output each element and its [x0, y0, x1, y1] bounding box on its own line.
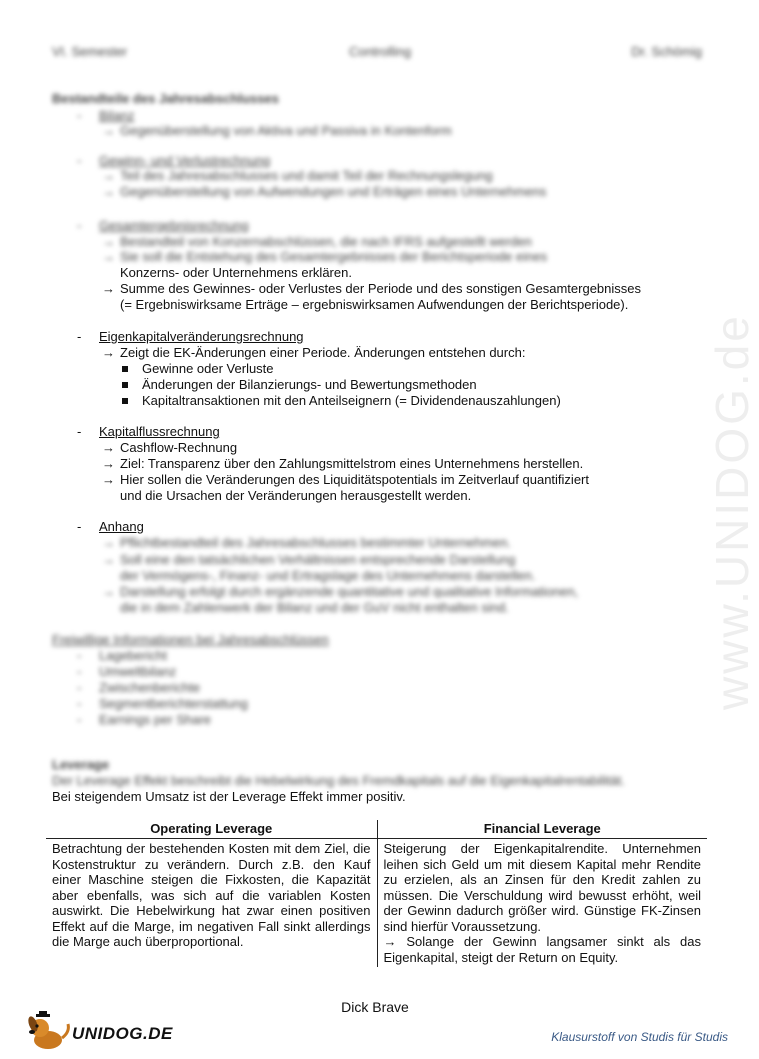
arrow-line: → Cashflow-Rechnung [102, 440, 238, 455]
financial-arrow-text: Solange der Gewinn langsamer sinkt als das Eigenkapital, steigt der Return on Equity. [383, 934, 701, 965]
gesamt-line3-cont: (= Ergebniswirksame Erträge – ergebniswirksamen Aufwendungen der Berichtsperiode). [120, 297, 629, 312]
leverage-paragraph: Der Leverage Effekt beschreibt die Hebelwirkung des Fremdkapitals auf die Eigenkapitalrentabilität. [52, 773, 625, 788]
table-header-operating: Operating Leverage [46, 820, 377, 839]
header-semester: VI. Semester [52, 44, 128, 59]
arrow-line: → Teil des Jahresabschlusses und damit Teil der Rechnungslegung [102, 168, 493, 183]
list-item: Segmentberichterstattung [99, 696, 248, 711]
item-label-ek: Eigenkapitalveränderungsrechnung [99, 329, 304, 344]
logo-text: UNIDOG.DE [72, 1024, 173, 1043]
arrow-icon: → [383, 934, 397, 949]
item-label-bilanz: Bilanz [99, 108, 135, 123]
arrow-line: → Hier sollen die Veränderungen des Liquiditätspotentials im Zeitverlauf quantifiziert [102, 472, 589, 487]
arrow-line: → Zeigt die EK-Änderungen einer Periode. Änderungen entstehen durch: [102, 345, 526, 360]
section-title-jahresabschluss: Bestandteile des Jahresabschlusses [52, 91, 279, 106]
arrow-line: → Bestandteil von Konzernabschlüssen, die nach IFRS aufgestellt werden [102, 234, 532, 249]
dash-marker: - [77, 519, 82, 534]
list-item: Earnings per Share [99, 712, 212, 727]
kf-line3-cont: und die Ursachen der Veränderungen herausgestellt werden. [120, 488, 472, 503]
list-item: Umweltbilanz [99, 664, 177, 679]
arrow-line: → Sie soll die Entstehung des Gesamtergebnisses der Berichtsperiode eines [102, 249, 548, 264]
dash-marker: - [77, 664, 82, 679]
item-label-kf: Kapitalflussrechnung [99, 424, 220, 439]
table-cell-operating: Betrachtung der bestehenden Kosten mit dem Ziel, die Kostenstruktur zu verändern. Durch z.B. den Kauf einer Maschine steigen die Fixkosten, die Kapazität aber ebenfalls, was sich auf die variablen Kosten auswirkt. Die Hebelwirkung hat zwar einen positiven Effekt auf die Marge, im negativen Fall sinkt allerdings die Marge auch überproportional. [52, 841, 371, 949]
dash-marker: - [77, 108, 82, 123]
page-header [52, 44, 702, 62]
dash-marker: - [77, 329, 82, 344]
dash-marker: - [77, 680, 82, 695]
gesamt-line2-cont: Konzerns- oder Unternehmens erklären. [120, 265, 352, 280]
arrow-line: → Gegenüberstellung von Aktiva und Passiva in Kontenform [102, 123, 452, 138]
arrow-line: → Darstellung erfolgt durch ergänzende quantitative und qualitative Informationen, [102, 584, 579, 599]
footer-slogan: Klausurstoff von Studis für Studis [551, 1030, 728, 1044]
anhang-line2-cont: der Vermögens-, Finanz- und Ertragslage des Unternehmens darstellen. [120, 568, 536, 583]
dash-marker: - [77, 153, 82, 168]
financial-text: Steigerung der Eigenkapitalrendite. Unternehmen leihen sich Geld um mit diesem Kapital mehr Rendite zu erzielen, als an Zinsen für den Kredit zahlen zu müssen. Die Verschuldung wird bewusst erhöht, weil der Gewinn dadurch größer wird. Günstige FK-Zinsen sind hierfür Voraussetzung. [383, 841, 701, 934]
dog-icon [22, 1012, 74, 1052]
list-item: Zwischenberichte [99, 680, 201, 695]
bullet-item: Gewinne oder Verluste [122, 361, 274, 376]
header-lecturer: Dr. Schömig [631, 44, 702, 59]
arrow-line: → Summe des Gewinnes- oder Verlustes der Periode und des sonstigen Gesamtergebnisses [102, 281, 642, 296]
header-subject: Controlling [349, 44, 412, 59]
list-item: Lagebericht [99, 648, 167, 663]
footer-author: Dick Brave [341, 999, 409, 1015]
unidog-logo [22, 1012, 173, 1052]
arrow-line: → Ziel: Transparenz über den Zahlungsmittelstrom eines Unternehmens herstellen. [102, 456, 584, 471]
arrow-line: → Soll eine den tatsächlichen Verhältnissen entsprechende Darstellung [102, 552, 516, 567]
section-title-leverage: Leverage [52, 757, 110, 772]
dash-marker: - [77, 712, 82, 727]
table-header-financial: Financial Leverage [377, 820, 707, 839]
watermark: www.UNIDOG.de [706, 313, 758, 710]
arrow-line: → Pflichtbestandteil des Jahresabschlusses bestimmter Unternehmen. [102, 535, 511, 550]
dash-marker: - [77, 218, 82, 233]
dash-marker: - [77, 648, 82, 663]
bullet-item: Kapitaltransaktionen mit den Anteilseignern (= Dividendenauszahlungen) [122, 393, 561, 408]
dash-marker: - [77, 696, 82, 711]
anhang-line3-cont: die in dem Zahlenwerk der Bilanz und der GuV nicht enthalten sind. [120, 600, 509, 615]
item-label-anhang: Anhang [99, 519, 144, 534]
leverage-note: Bei steigendem Umsatz ist der Leverage Effekt immer positiv. [52, 789, 406, 804]
dash-marker: - [77, 424, 82, 439]
section-title-freiwillig: Freiwillige Informationen bei Jahresabschlüssen [52, 632, 329, 647]
arrow-line: → Gegenüberstellung von Aufwendungen und Erträgen eines Unternehmens [102, 184, 547, 199]
item-label-guv: Gewinn- und Verlustrechnung [99, 153, 271, 168]
bullet-item: Änderungen der Bilanzierungs- und Bewertungsmethoden [122, 377, 477, 392]
item-label-gesamt: Gesamtergebnisrechnung [99, 218, 249, 233]
leverage-table [46, 820, 707, 967]
table-cell-financial [377, 839, 707, 968]
